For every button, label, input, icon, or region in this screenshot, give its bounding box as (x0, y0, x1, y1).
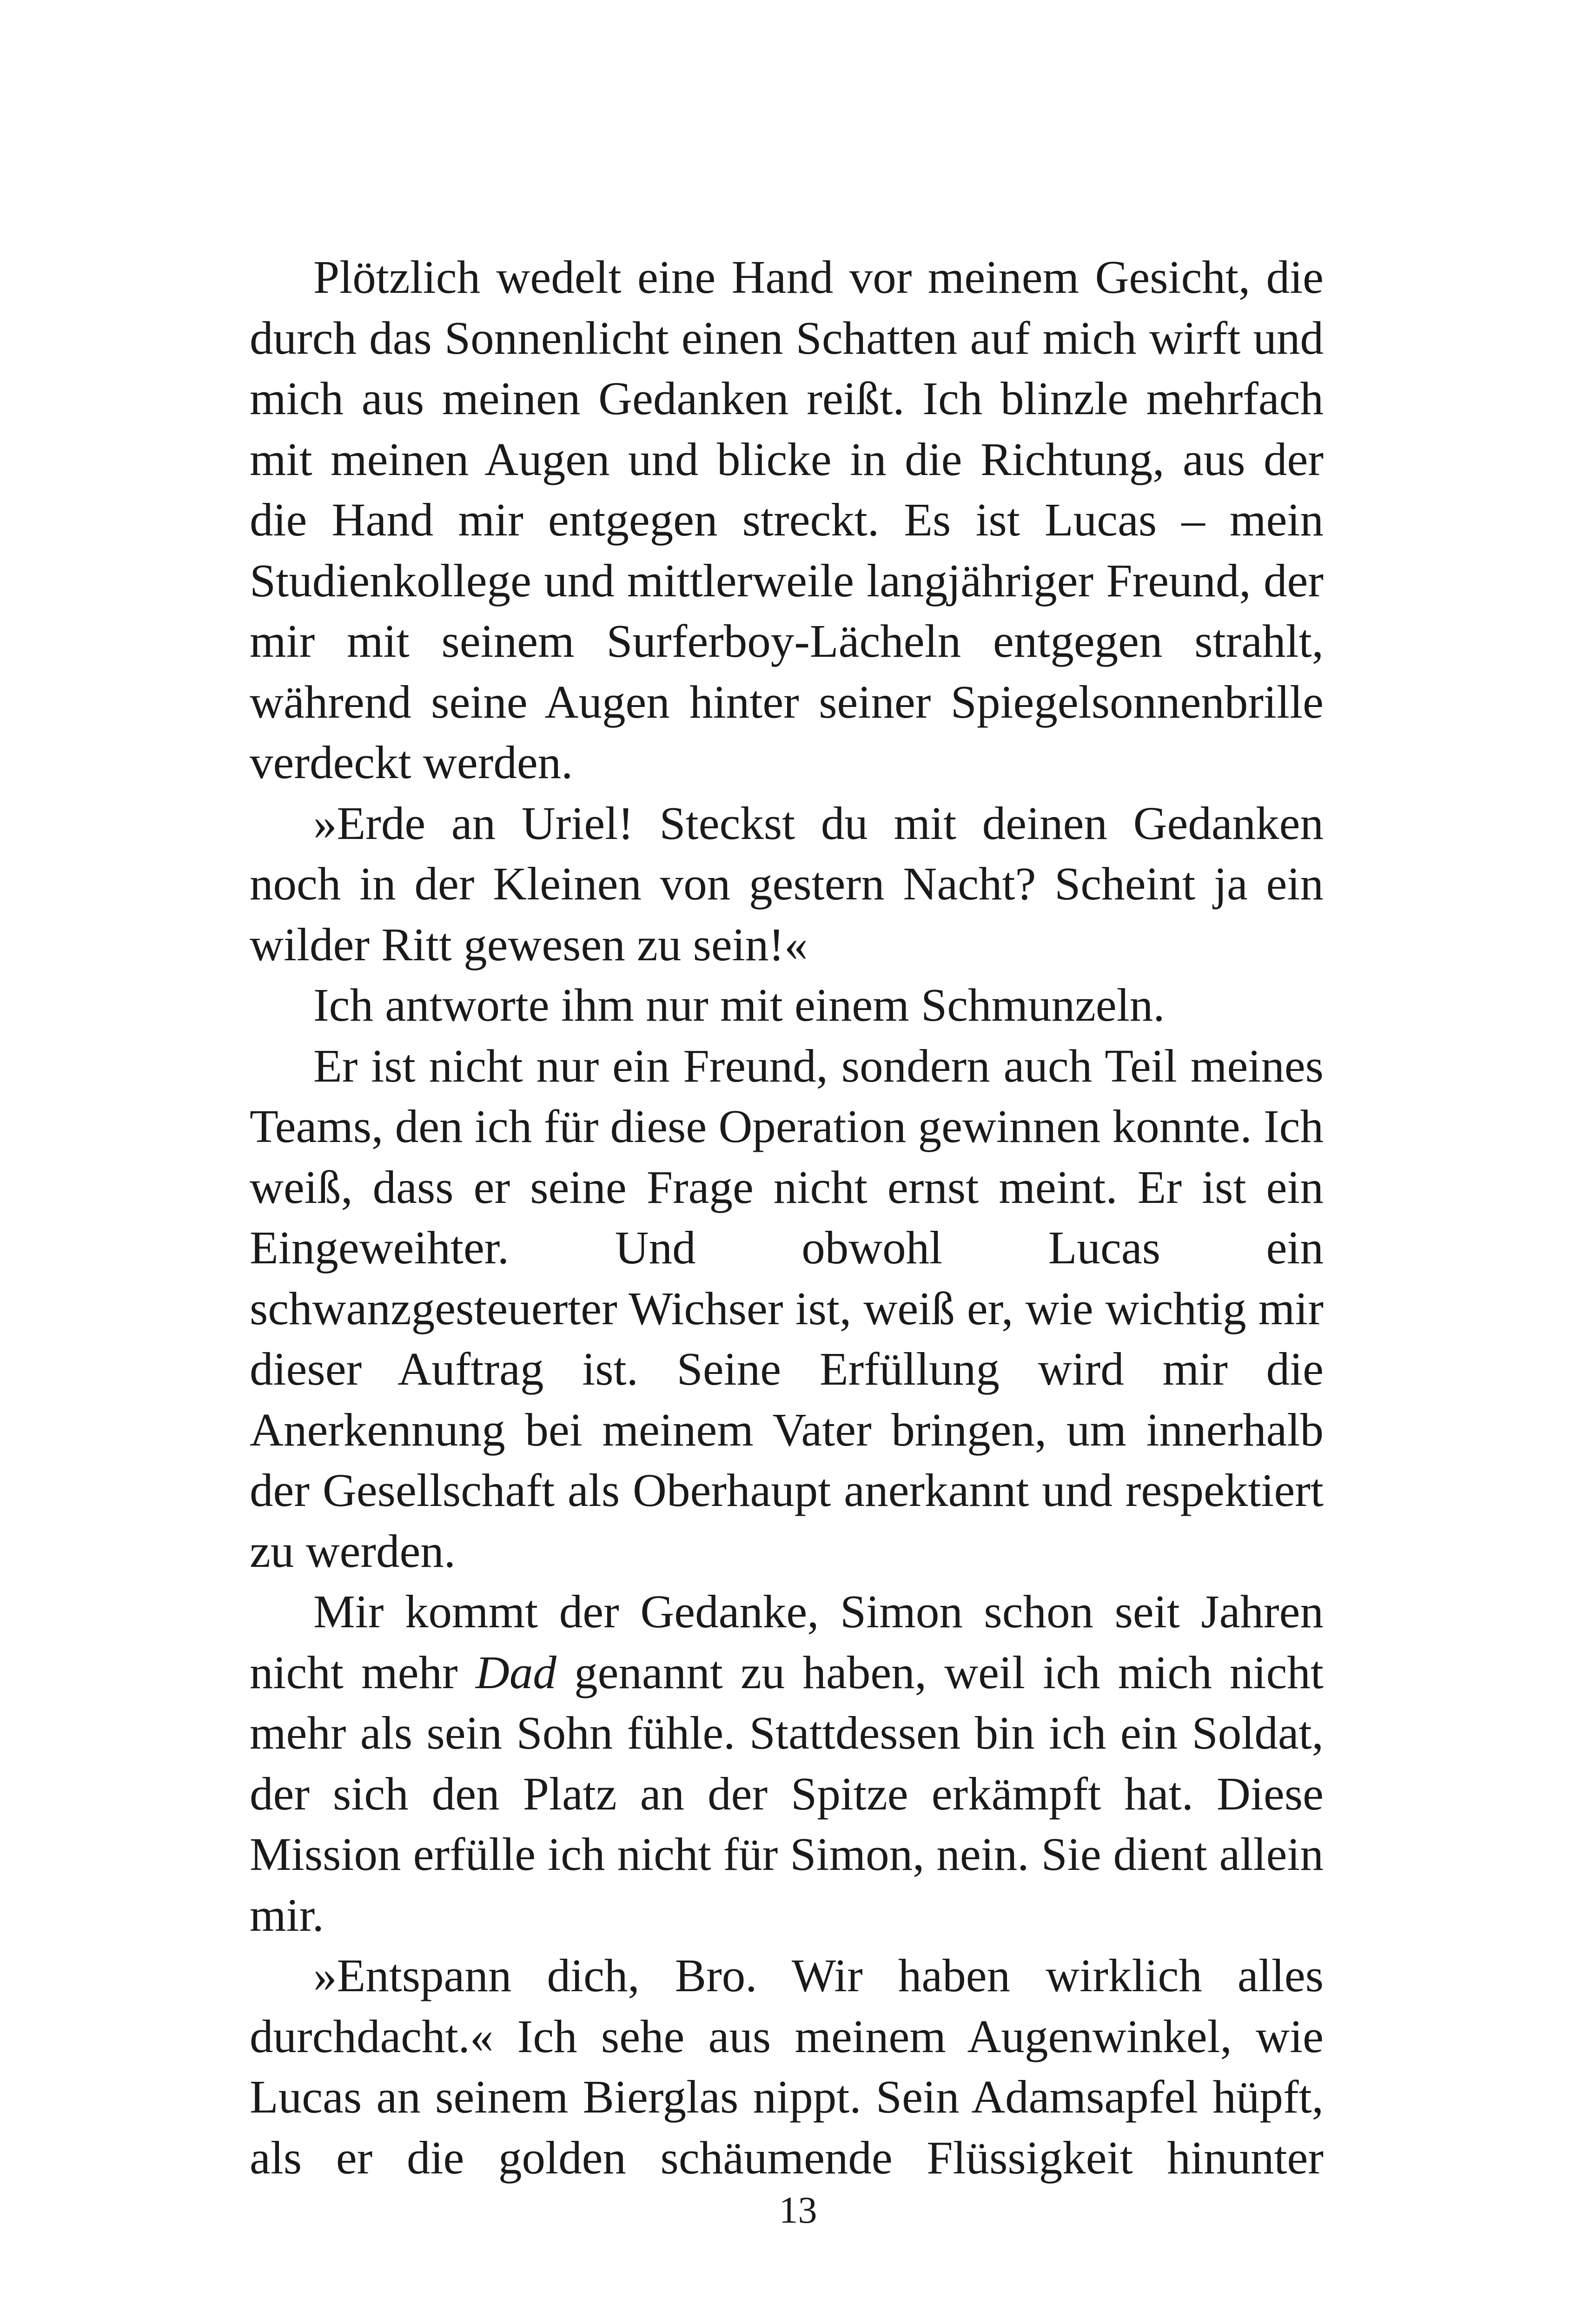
paragraph-3: Ich antworte ihm nur mit einem Schmunzeln. (313, 979, 1165, 1031)
body-text (250, 247, 1324, 2188)
paragraph-5 (250, 1581, 1324, 1945)
paragraph-5-emphasis: Dad (475, 1646, 556, 1698)
paragraph-5-text-after: genannt zu haben, weil ich mich nicht mehr als sein Sohn fühle. Stattdessen bin ich ein Soldat, der sich den Platz an der Spitze erkämpft hat. Diese Mission erfülle ich nicht für Simon, nein. Sie dient allein mir. (250, 1646, 1324, 1941)
paragraph-6: »Entspann dich, Bro. Wir haben wirklich alles durchdacht.« Ich sehe aus meinem Augenwinkel, wie Lucas an seinem Bierglas nippt. Sein Adamsapfel hüpft, als er die golden schäumende Flüssigkeit hinunter (250, 1949, 1324, 2184)
paragraph-5-text-before: Mir kommt der Gedanke, Simon schon seit Jahren nicht mehr (250, 1585, 1324, 1698)
paragraph-4: Er ist nicht nur ein Freund, sondern auch Teil meines Teams, den ich für diese Operation gewinnen konnte. Ich weiß, dass er seine Frage nicht ernst meint. Er ist ein Eingeweihter. Und obwohl Lucas ein schwanzgesteuerter Wichser ist, weiß er, wie wichtig mir dieser Auftrag ist. Seine Erfüllung wird mir die Anerkennung bei meinem Vater bringen, um innerhalb der Gesellschaft als Oberhaupt anerkannt und respektiert zu werden. (250, 1039, 1324, 1577)
paragraph-1: Plötzlich wedelt eine Hand vor meinem Gesicht, die durch das Sonnenlicht einen Schatten auf mich wirft und mich aus meinen Gedanken reißt. Ich blinzle mehrfach mit meinen Augen und blicke in die Richtung, aus der die Hand mir entgegen streckt. Es ist Lucas – mein Studienkollege und mittlerweile langjähriger Freund, der mir mit seinem Surferboy-Lächeln entgegen strahlt, während seine Augen hinter seiner Spiegelsonnenbrille verdeckt werden. (250, 251, 1324, 788)
paragraph-2: »Erde an Uriel! Steckst du mit deinen Gedanken noch in der Kleinen von gestern Nacht? Scheint ja ein wilder Ritt gewesen zu sein!« (250, 797, 1324, 971)
page-number: 13 (779, 2189, 817, 2231)
